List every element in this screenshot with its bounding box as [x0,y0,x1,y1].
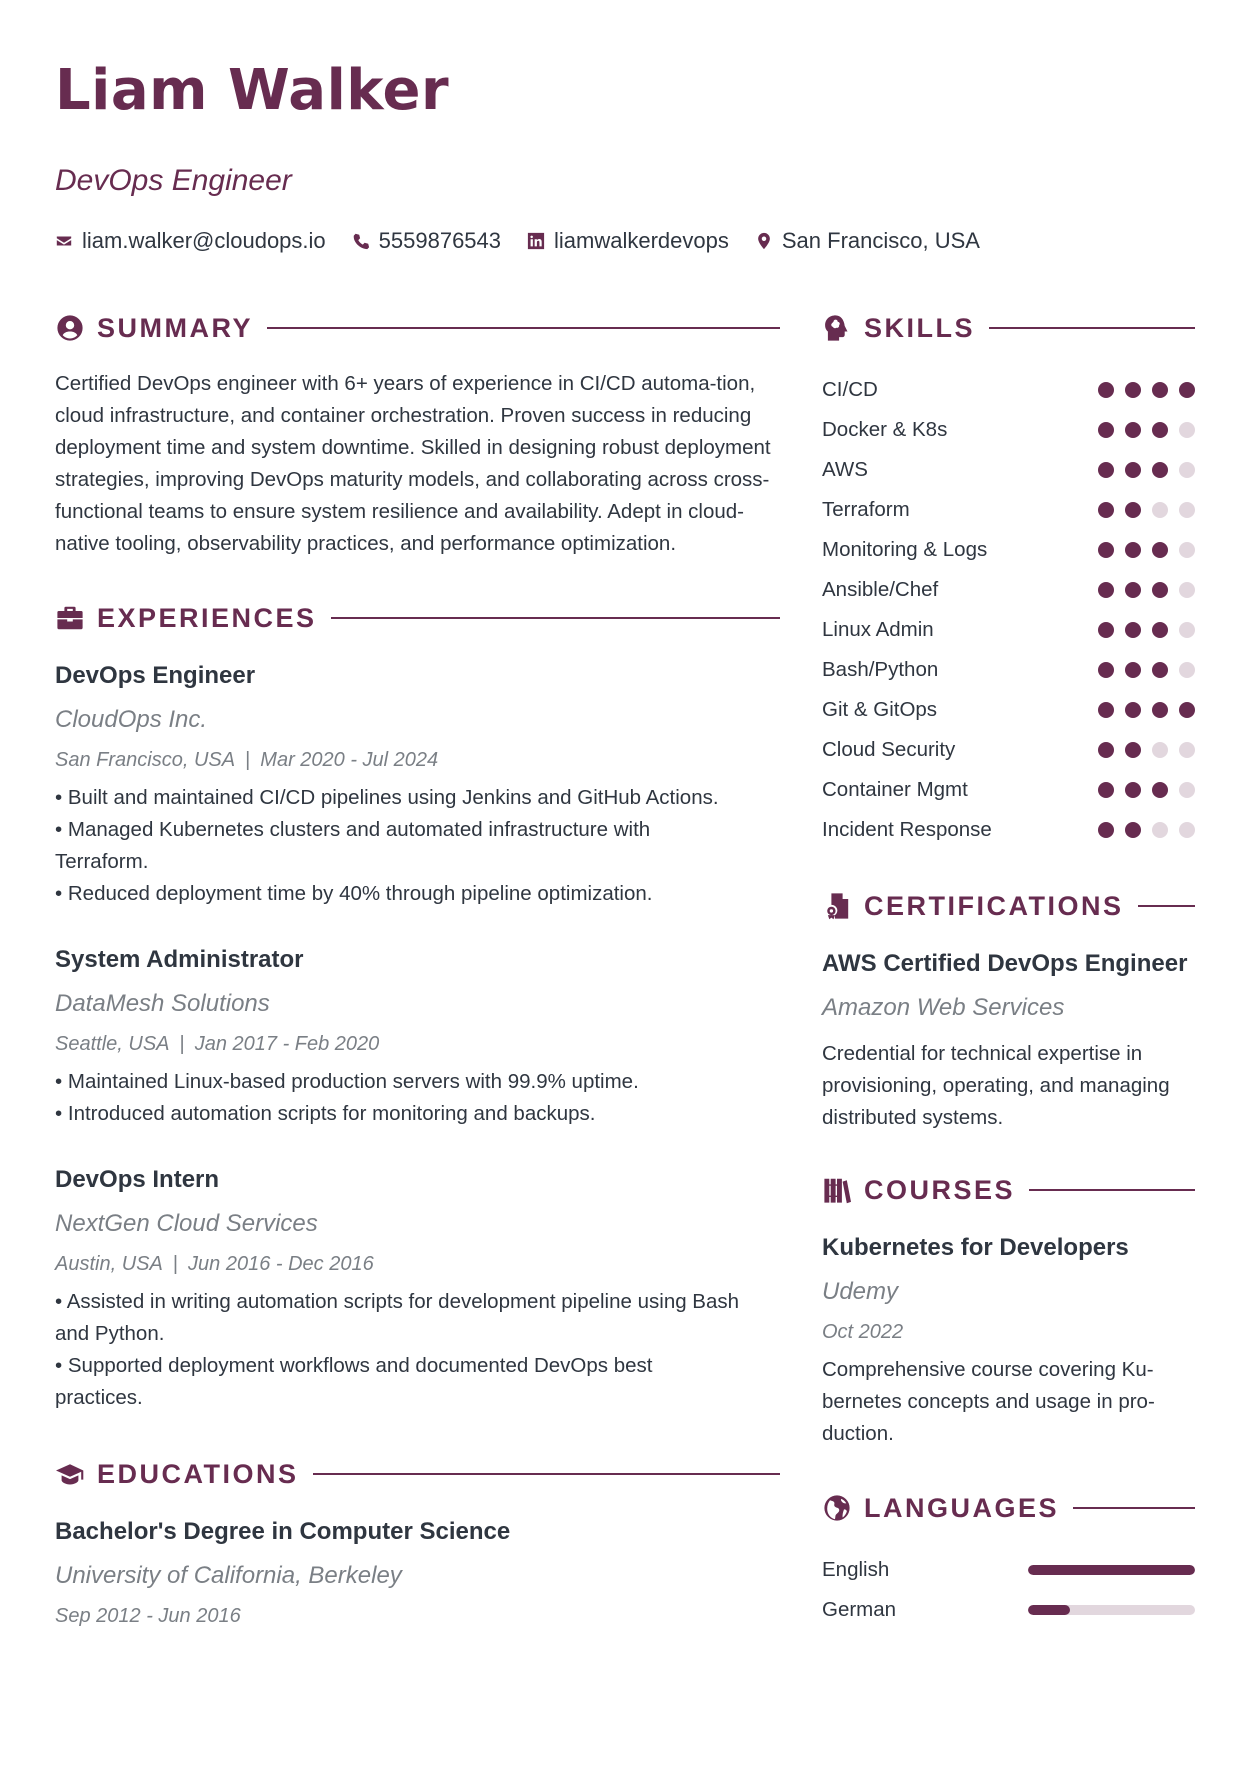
proficiency-fill [1028,1565,1195,1575]
skill-rating [1098,502,1195,518]
skill-name: Git & GitOps [822,698,938,721]
skill-rating [1098,382,1195,398]
language-row [822,1550,1195,1590]
contact-bar [55,228,980,254]
rating-dot-filled [1125,422,1141,438]
rating-dot-filled [1098,582,1114,598]
rating-dot-filled [1125,462,1141,478]
skill-row [822,610,1195,650]
meta-separator: | [245,749,251,771]
rating-dot-filled [1125,742,1141,758]
experiences-heading: EXPERIENCES [97,602,317,633]
rating-dot-filled [1152,462,1168,478]
rating-dot-filled [1098,422,1114,438]
rating-dot-filled [1098,742,1114,758]
job-meta [55,746,780,774]
skill-name: Incident Response [822,818,992,841]
rating-dot-empty [1179,502,1195,518]
educations-heading: EDUCATIONS [97,1458,299,1489]
language-name: German [822,1598,897,1621]
rating-dot-filled [1098,662,1114,678]
course-description: Comprehensive course covering Ku-bernetes concepts and usage in pro-duction. [822,1358,1155,1445]
job-bullet: • Assisted in writing automation scripts for development pipeline using Bash and Python. [55,1290,740,1345]
skills-heading: SKILLS [864,312,976,343]
rating-dot-filled [1125,542,1141,558]
rating-dot-filled [1098,822,1114,838]
skill-row [822,370,1195,410]
skill-rating [1098,582,1195,598]
job-title: System Administrator [55,946,304,973]
rating-dot-filled [1098,462,1114,478]
course-date: Oct 2022 [822,1321,904,1343]
certification-description: Credential for technical expertise in provisioning, operating, and managing distributed systems. [822,1042,1170,1129]
courses-heading: COURSES [864,1174,1016,1205]
right-column [822,308,1195,1630]
phone-icon [352,232,370,250]
degree: Bachelor's Degree in Computer Science [55,1518,511,1545]
rating-dot-filled [1125,382,1141,398]
section-divider [989,327,1195,329]
meta-separator: | [172,1253,179,1275]
section-divider [267,327,780,329]
rating-dot-filled [1098,502,1114,518]
skill-row [822,730,1195,770]
job-bullet: • Reduced deployment time by 40% through pipeline optimization. [55,882,653,905]
section-divider [331,617,780,619]
skill-rating [1098,782,1195,798]
rating-dot-filled [1098,542,1114,558]
skill-rating [1098,822,1195,838]
linkedin-icon [527,232,545,250]
skill-row [822,410,1195,450]
section-divider [1138,905,1196,907]
education-dates: Sep 2012 - Jun 2016 [55,1605,241,1627]
rating-dot-empty [1179,422,1195,438]
rating-dot-filled [1125,502,1141,518]
certification-issuer: Amazon Web Services [822,994,1065,1021]
skill-rating [1098,702,1195,718]
job-location: Seattle, USA [55,1033,170,1055]
skill-row [822,570,1195,610]
job-company: DataMesh Solutions [55,990,270,1017]
skill-row [822,690,1195,730]
job-bullet: • Managed Kubernetes clusters and automated infrastructure with Terraform. [55,818,651,873]
language-proficiency-bar [1028,1605,1195,1615]
course-provider: Udemy [822,1278,899,1305]
certification-item [822,948,1195,1134]
skill-rating [1098,422,1195,438]
summary-text: Certified DevOps engineer with 6+ years of experience in CI/CD automa-tion, cloud infrastructure, and container orchestration. Proven success in reducing deployment time and system downtime. Skilled in designing robust deployment strategies, improving DevOps maturity models, and collaborating across cross-functional teams to ensure system resilience and availability. Adept in cloud-native tooling, observability practices, and performance optimization. [55,372,771,555]
job-meta [55,1030,780,1058]
candidate-title: DevOps Engineer [55,164,292,197]
job-location: San Francisco, USA [55,749,236,771]
skills-list [822,370,1195,850]
meta-separator: | [179,1033,185,1055]
globe-icon [822,1493,852,1523]
skill-rating [1098,742,1195,758]
skill-row [822,530,1195,570]
job-bullets [55,1286,780,1414]
skill-rating [1098,622,1195,638]
skill-name: AWS [822,458,868,481]
rating-dot-empty [1179,542,1195,558]
contact-phone[interactable] [352,228,501,254]
experiences-header [55,598,780,638]
course-item [822,1232,1195,1450]
skill-rating [1098,662,1195,678]
languages-header [822,1488,1195,1528]
rating-dot-filled [1179,382,1195,398]
location-pin-icon [755,232,773,250]
section-divider [1073,1507,1195,1509]
rating-dot-empty [1179,822,1195,838]
envelope-icon [55,232,73,250]
language-proficiency-bar [1028,1565,1195,1575]
rating-dot-filled [1125,662,1141,678]
contact-linkedin[interactable] [527,228,729,254]
skill-name: CI/CD [822,378,878,401]
email-text: liam.walker@cloudops.io [82,228,326,253]
skill-row [822,490,1195,530]
job-location: Austin, USA [55,1253,163,1275]
phone-text: 5559876543 [378,228,502,253]
rating-dot-filled [1152,542,1168,558]
rating-dot-empty [1179,582,1195,598]
job-dates: Jun 2016 - Dec 2016 [188,1253,374,1275]
rating-dot-empty [1152,742,1168,758]
rating-dot-empty [1179,622,1195,638]
rating-dot-filled [1152,582,1168,598]
certificate-icon [822,891,852,921]
job-company: NextGen Cloud Services [55,1210,318,1237]
proficiency-fill [1028,1605,1070,1615]
rating-dot-filled [1098,622,1114,638]
job-bullets [55,782,780,910]
rating-dot-filled [1098,782,1114,798]
section-divider [313,1473,780,1475]
certifications-header [822,886,1195,926]
certification-title: AWS Certified DevOps Engineer [822,950,1188,977]
skill-name: Docker & K8s [822,418,948,441]
rating-dot-empty [1179,662,1195,678]
skill-name: Linux Admin [822,618,934,641]
rating-dot-filled [1152,782,1168,798]
job-title: DevOps Intern [55,1166,220,1193]
educations-header [55,1454,780,1494]
contact-location [755,228,980,254]
briefcase-icon [55,603,85,633]
skill-name: Container Mgmt [822,778,968,801]
job-title: DevOps Engineer [55,662,256,689]
job-bullets [55,1066,780,1130]
school: University of California, Berkeley [55,1562,402,1589]
skill-rating [1098,462,1195,478]
rating-dot-filled [1098,382,1114,398]
brain-head-icon [822,313,852,343]
graduation-cap-icon [55,1459,85,1489]
languages-list [822,1550,1195,1630]
experience-item [55,944,780,1130]
location-text: San Francisco, USA [781,228,980,253]
rating-dot-empty [1179,782,1195,798]
linkedin-text: liamwalkerdevops [554,228,729,253]
user-circle-icon [55,313,85,343]
experience-item [55,1164,780,1414]
rating-dot-filled [1152,702,1168,718]
courses-header [822,1170,1195,1210]
rating-dot-filled [1098,702,1114,718]
rating-dot-empty [1179,462,1195,478]
job-dates: Mar 2020 - Jul 2024 [260,749,439,771]
education-item [55,1516,780,1630]
job-dates: Jan 2017 - Feb 2020 [194,1033,380,1055]
experience-item [55,660,780,910]
candidate-name: Liam Walker [55,58,450,123]
summary-header [55,308,780,348]
rating-dot-filled [1152,382,1168,398]
skill-row [822,810,1195,850]
skill-name: Ansible/Chef [822,578,939,601]
skill-row [822,770,1195,810]
job-bullet: • Supported deployment workflows and documented DevOps best practices. [55,1354,653,1409]
rating-dot-filled [1125,702,1141,718]
job-company: CloudOps Inc. [55,706,208,733]
skill-row [822,450,1195,490]
language-name: English [822,1558,890,1581]
language-row [822,1590,1195,1630]
summary-heading: SUMMARY [97,312,253,343]
rating-dot-filled [1152,622,1168,638]
rating-dot-empty [1152,502,1168,518]
left-column [55,308,780,1630]
job-bullet: • Built and maintained CI/CD pipelines using Jenkins and GitHub Actions. [55,786,719,809]
rating-dot-filled [1152,422,1168,438]
rating-dot-empty [1152,822,1168,838]
rating-dot-filled [1179,702,1195,718]
skill-name: Bash/Python [822,658,939,681]
rating-dot-empty [1179,742,1195,758]
certifications-heading: CERTIFICATIONS [864,890,1124,921]
skills-header [822,308,1195,348]
job-bullet: • Maintained Linux-based production servers with 99.9% uptime. [55,1070,639,1093]
books-icon [822,1175,852,1205]
rating-dot-filled [1152,662,1168,678]
rating-dot-filled [1125,782,1141,798]
course-title: Kubernetes for Developers [822,1234,1129,1261]
skill-name: Terraform [822,498,910,521]
skill-name: Cloud Security [822,738,956,761]
skill-row [822,650,1195,690]
rating-dot-filled [1125,622,1141,638]
contact-email[interactable] [55,228,326,254]
rating-dot-filled [1125,582,1141,598]
section-divider [1029,1189,1195,1191]
skill-name: Monitoring & Logs [822,538,988,561]
languages-heading: LANGUAGES [864,1492,1060,1523]
job-meta [55,1250,780,1278]
rating-dot-filled [1125,822,1141,838]
job-bullet: • Introduced automation scripts for monitoring and backups. [55,1102,596,1125]
skill-rating [1098,542,1195,558]
